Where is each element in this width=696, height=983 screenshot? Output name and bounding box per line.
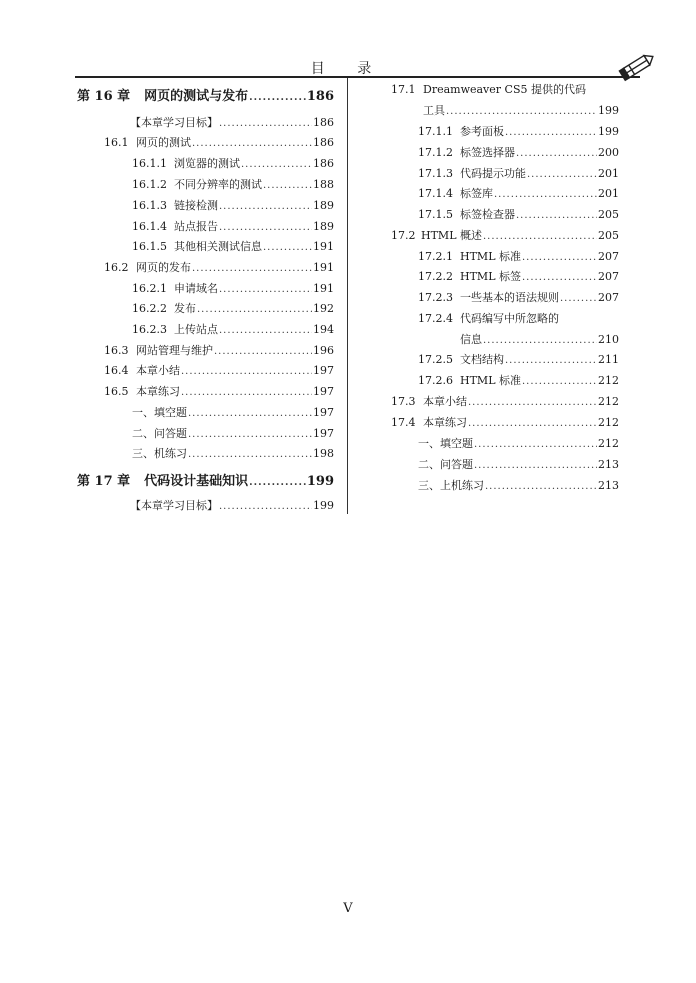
toc-chapter-16[interactable]: 第 16 章 网页的测试与发布 ..... 186 — [77, 85, 334, 104]
toc-entry[interactable]: 17.1.3 代码提示功能 ..... 201 — [418, 165, 619, 181]
toc-entry[interactable]: 三、上机练习 ..... 213 — [418, 477, 619, 493]
toc-entry[interactable]: 17.2.3 一些基本的语法规则 ..... 207 — [418, 289, 619, 305]
toc-entry[interactable]: 16.1.4 站点报告 ..... 189 — [132, 218, 334, 234]
toc-chapter-17[interactable]: 第 17 章 代码设计基础知识 ..... 199 — [77, 470, 334, 489]
toc-entry[interactable]: 17.1 Dreamweaver CS5 提供的代码 — [391, 83, 586, 96]
column-divider — [347, 78, 348, 514]
toc-entry[interactable]: 17.1.4 标签库 ..... 201 — [418, 185, 619, 201]
page-title: 目 录 — [310, 61, 386, 77]
toc-entry[interactable]: 17.3 本章小结 ..... 212 — [391, 393, 619, 409]
toc-entry[interactable]: 信息 ..... 210 — [460, 331, 619, 347]
toc-entry[interactable]: 【本章学习目标】 ..... 199 — [130, 497, 334, 513]
toc-entry[interactable]: 17.2.2 HTML 标签 ..... 207 — [418, 268, 619, 284]
toc-entry[interactable]: 16.2.3 上传站点 ..... 194 — [132, 321, 334, 337]
toc-entry[interactable]: 16.2 网页的发布 ..... 191 — [104, 259, 334, 275]
toc-entry[interactable]: 一、填空题 ..... 212 — [418, 435, 619, 451]
toc-entry[interactable]: 16.2.1 申请域名 ..... 191 — [132, 280, 334, 296]
toc-entry[interactable]: 16.1.3 链接检测 ..... 189 — [132, 197, 334, 213]
toc-entry[interactable]: 16.1 网页的测试 ..... 186 — [104, 134, 334, 150]
toc-entry[interactable]: 二、问答题 ..... 213 — [418, 456, 619, 472]
toc-entry[interactable]: 17.1.1 参考面板 ..... 199 — [418, 123, 619, 139]
toc-entry[interactable]: 一、填空题 ..... 197 — [132, 404, 334, 420]
page-number: V — [343, 901, 353, 916]
toc-entry[interactable]: 16.1.2 不同分辨率的测试 ..... 188 — [132, 176, 334, 192]
toc-entry[interactable]: 17.2.4 代码编写中所忽略的 — [418, 312, 559, 325]
toc-entry[interactable]: 17.2 HTML 概述 ..... 205 — [391, 227, 619, 243]
toc-entry[interactable]: 17.1.2 标签选择器 ..... 200 — [418, 144, 619, 160]
toc-entry[interactable]: 16.1.5 其他相关测试信息 ..... 191 — [132, 238, 334, 254]
toc-entry[interactable]: 17.2.1 HTML 标准 ..... 207 — [418, 248, 619, 264]
toc-entry[interactable]: 16.3 网站管理与维护 ..... 196 — [104, 342, 334, 358]
toc-entry[interactable]: 17.2.6 HTML 标准 ..... 212 — [418, 372, 619, 388]
toc-entry[interactable]: 17.1.5 标签检查器 ..... 205 — [418, 206, 619, 222]
pencil-icon — [617, 50, 657, 84]
toc-entry[interactable]: 三、机练习 ..... 198 — [132, 445, 334, 461]
toc-entry[interactable]: 16.5 本章练习 ..... 197 — [104, 383, 334, 399]
toc-entry[interactable]: 16.1.1 浏览器的测试 ..... 186 — [132, 155, 334, 171]
toc-entry[interactable]: 二、问答题 ..... 197 — [132, 425, 334, 441]
toc-entry[interactable]: 17.2.5 文档结构 ..... 211 — [418, 351, 619, 367]
toc-entry[interactable]: 16.4 本章小结 ..... 197 — [104, 362, 334, 378]
header-rule — [75, 76, 640, 78]
toc-entry[interactable]: 工具 ..... 199 — [423, 102, 619, 118]
toc-entry[interactable]: 16.2.2 发布 ..... 192 — [132, 300, 334, 316]
toc-entry[interactable]: 17.4 本章练习 ..... 212 — [391, 414, 619, 430]
toc-entry[interactable]: 【本章学习目标】 ..... 186 — [130, 114, 334, 130]
